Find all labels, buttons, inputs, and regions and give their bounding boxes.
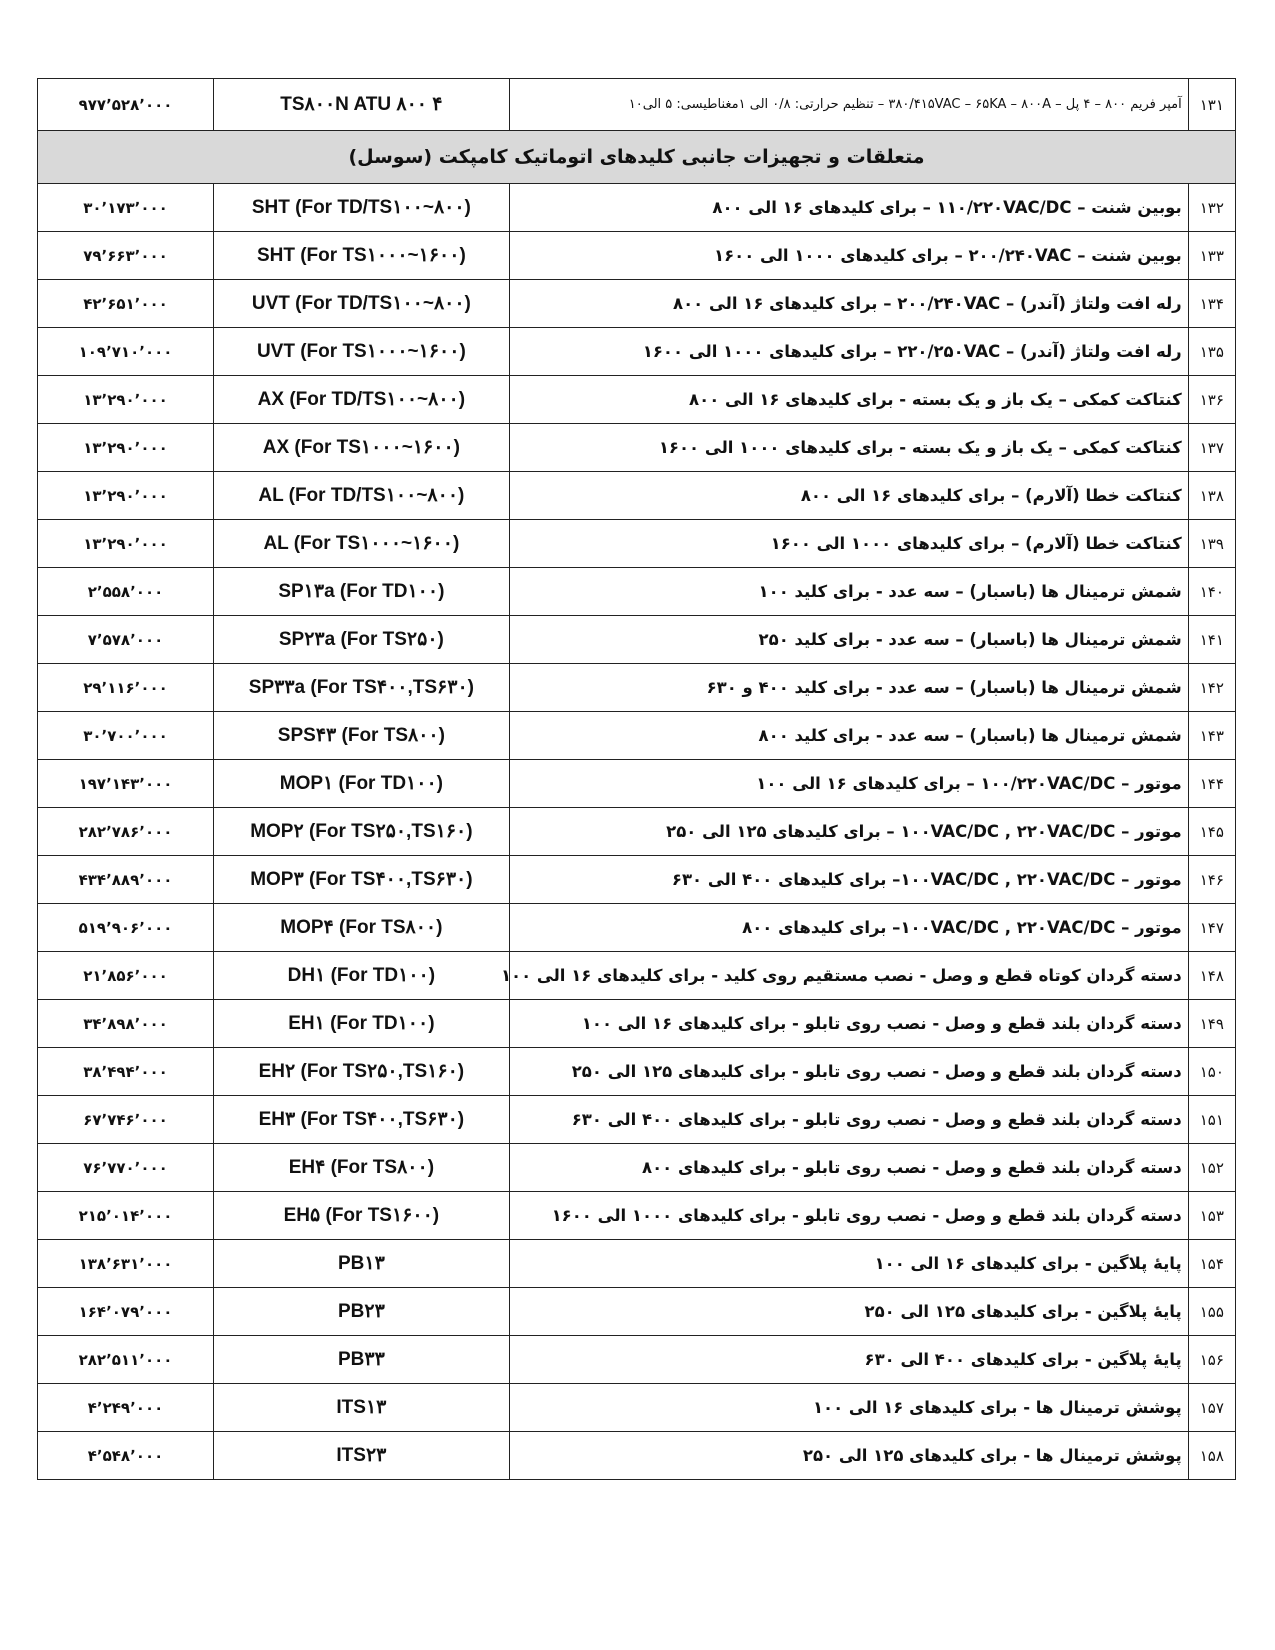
description-cell: دسته گردان کوتاه قطع و وصل - نصب مستقیم روی کلید - برای کلیدهای ۱۶ الی ۱۰۰ — [509, 952, 1188, 1000]
table-row — [38, 1432, 1236, 1480]
row-number-cell: ۱۳۳ — [1188, 232, 1235, 280]
row-number-cell: ۱۴۷ — [1188, 904, 1235, 952]
row-number-cell: ۱۴۲ — [1188, 664, 1235, 712]
price-cell: ۲۱۵٬۰۱۴٬۰۰۰ — [38, 1192, 214, 1240]
table-row — [38, 424, 1236, 472]
table-row — [38, 328, 1236, 376]
description-cell: پوشش ترمینال ها - برای کلیدهای ۱۲۵ الی ۲۵۰ — [509, 1432, 1188, 1480]
model-code-cell: UVT (For TS۱۰۰۰~۱۶۰۰) — [214, 328, 510, 376]
description-cell: کنتاکت خطا (آلارم) – برای کلیدهای ۱۰۰۰ الی ۱۶۰۰ — [509, 520, 1188, 568]
section-title: متعلقات و تجهیزات جانبی کلیدهای اتوماتیک کامپکت (سوسل) — [38, 131, 1236, 184]
table-row — [38, 1000, 1236, 1048]
model-code-cell: AL (For TS۱۰۰۰~۱۶۰۰) — [214, 520, 510, 568]
description-cell: دسته گردان بلند قطع و وصل - نصب روی تابلو - برای کلیدهای ۴۰۰ الی ۶۳۰ — [509, 1096, 1188, 1144]
table-row — [38, 1240, 1236, 1288]
price-cell: ۲٬۵۵۸٬۰۰۰ — [38, 568, 214, 616]
description-cell: موتور – ۱۰۰/۲۲۰VAC/DC – برای کلیدهای ۱۶ الی ۱۰۰ — [509, 760, 1188, 808]
description-cell: پوشش ترمینال ها - برای کلیدهای ۱۶ الی ۱۰۰ — [509, 1384, 1188, 1432]
price-cell: ۱۳٬۲۹۰٬۰۰۰ — [38, 424, 214, 472]
table-row — [38, 472, 1236, 520]
model-code-cell: SHT (For TS۱۰۰۰~۱۶۰۰) — [214, 232, 510, 280]
price-cell: ۲۹٬۱۱۶٬۰۰۰ — [38, 664, 214, 712]
row-number-cell: ۱۴۸ — [1188, 952, 1235, 1000]
description-cell: رله افت ولتاژ (آندر) – ۲۰۰/۲۴۰VAC – برای کلیدهای ۱۶ الی ۸۰۰ — [509, 280, 1188, 328]
row-number-cell: ۱۳۲ — [1188, 184, 1235, 232]
price-cell: ۱۳٬۲۹۰٬۰۰۰ — [38, 376, 214, 424]
description-cell: پایهٔ پلاگین - برای کلیدهای ۱۲۵ الی ۲۵۰ — [509, 1288, 1188, 1336]
price-cell: ۳۴٬۸۹۸٬۰۰۰ — [38, 1000, 214, 1048]
model-code-cell: AX (For TS۱۰۰۰~۱۶۰۰) — [214, 424, 510, 472]
description-cell: پایهٔ پلاگین - برای کلیدهای ۴۰۰ الی ۶۳۰ — [509, 1336, 1188, 1384]
description-cell: شمش ترمینال ها (باسبار) – سه عدد - برای کلید ۸۰۰ — [509, 712, 1188, 760]
row-number-cell: ۱۵۳ — [1188, 1192, 1235, 1240]
price-cell: ۲۸۲٬۷۸۶٬۰۰۰ — [38, 808, 214, 856]
model-code-cell: PB۳۳ — [214, 1336, 510, 1384]
row-number-cell: ۱۴۵ — [1188, 808, 1235, 856]
row-number-cell: ۱۵۲ — [1188, 1144, 1235, 1192]
description-cell: بوبین شنت – ۱۱۰/۲۲۰VAC/DC – برای کلیدهای ۱۶ الی ۸۰۰ — [509, 184, 1188, 232]
price-list-table — [37, 78, 1236, 1480]
table-row — [38, 952, 1236, 1000]
model-code-cell: TS۸۰۰N ATU ۸۰۰ ۴ — [214, 79, 510, 131]
model-code-cell: MOP۲ (For TS۲۵۰,TS۱۶۰) — [214, 808, 510, 856]
description-cell: شمش ترمینال ها (باسبار) – سه عدد - برای کلید ۴۰۰ و ۶۳۰ — [509, 664, 1188, 712]
table-row — [38, 1048, 1236, 1096]
price-cell: ۳۸٬۴۹۴٬۰۰۰ — [38, 1048, 214, 1096]
price-cell: ۱۰۹٬۷۱۰٬۰۰۰ — [38, 328, 214, 376]
row-number-cell: ۱۵۵ — [1188, 1288, 1235, 1336]
price-cell: ۷۶٬۷۷۰٬۰۰۰ — [38, 1144, 214, 1192]
model-code-cell: EH۱ (For TD۱۰۰) — [214, 1000, 510, 1048]
row-number-cell: ۱۴۶ — [1188, 856, 1235, 904]
row-number-cell: ۱۳۵ — [1188, 328, 1235, 376]
table-row — [38, 1192, 1236, 1240]
table-row — [38, 616, 1236, 664]
table-row — [38, 712, 1236, 760]
description-cell: پایهٔ پلاگین - برای کلیدهای ۱۶ الی ۱۰۰ — [509, 1240, 1188, 1288]
price-cell: ۴٬۵۴۸٬۰۰۰ — [38, 1432, 214, 1480]
model-code-cell: UVT (For TD/TS۱۰۰~۸۰۰) — [214, 280, 510, 328]
table-row — [38, 568, 1236, 616]
table-row — [38, 904, 1236, 952]
table-row — [38, 520, 1236, 568]
row-number-cell: ۱۵۱ — [1188, 1096, 1235, 1144]
model-code-cell: MOP۱ (For TD۱۰۰) — [214, 760, 510, 808]
price-cell: ۷۹٬۶۶۳٬۰۰۰ — [38, 232, 214, 280]
row-number-cell: ۱۴۴ — [1188, 760, 1235, 808]
model-code-cell: SPS۴۳ (For TS۸۰۰) — [214, 712, 510, 760]
price-cell: ۱۳۸٬۶۳۱٬۰۰۰ — [38, 1240, 214, 1288]
table-row — [38, 280, 1236, 328]
model-code-cell: SP۳۳a (For TS۴۰۰,TS۶۳۰) — [214, 664, 510, 712]
table-row — [38, 760, 1236, 808]
price-cell: ۲۸۲٬۵۱۱٬۰۰۰ — [38, 1336, 214, 1384]
description-cell: شمش ترمینال ها (باسبار) – سه عدد - برای کلید ۲۵۰ — [509, 616, 1188, 664]
model-code-cell: AL (For TD/TS۱۰۰~۸۰۰) — [214, 472, 510, 520]
table-row — [38, 376, 1236, 424]
description-cell: شمش ترمینال ها (باسبار) – سه عدد - برای کلید ۱۰۰ — [509, 568, 1188, 616]
price-cell: ۶۷٬۷۴۶٬۰۰۰ — [38, 1096, 214, 1144]
model-code-cell: MOP۳ (For TS۴۰۰,TS۶۳۰) — [214, 856, 510, 904]
table-row — [38, 1384, 1236, 1432]
model-code-cell: SP۲۳a (For TS۲۵۰) — [214, 616, 510, 664]
model-code-cell: MOP۴ (For TS۸۰۰) — [214, 904, 510, 952]
price-cell: ۱۶۴٬۰۷۹٬۰۰۰ — [38, 1288, 214, 1336]
model-code-cell: PB۲۳ — [214, 1288, 510, 1336]
price-cell: ۱۳٬۲۹۰٬۰۰۰ — [38, 472, 214, 520]
table-row — [38, 79, 1236, 131]
table-row — [38, 1096, 1236, 1144]
model-code-cell: EH۵ (For TS۱۶۰۰) — [214, 1192, 510, 1240]
table-row — [38, 1144, 1236, 1192]
description-cell: دسته گردان بلند قطع و وصل - نصب روی تابلو - برای کلیدهای ۸۰۰ — [509, 1144, 1188, 1192]
row-number-cell: ۱۳۱ — [1188, 79, 1235, 131]
price-cell: ۱۹۷٬۱۴۳٬۰۰۰ — [38, 760, 214, 808]
table-row — [38, 232, 1236, 280]
description-cell: دسته گردان بلند قطع و وصل - نصب روی تابلو - برای کلیدهای ۱۲۵ الی ۲۵۰ — [509, 1048, 1188, 1096]
description-cell: موتور – ۱۰۰VAC/DC , ۲۲۰VAC/DC – برای کلیدهای ۱۲۵ الی ۲۵۰ — [509, 808, 1188, 856]
row-number-cell: ۱۳۷ — [1188, 424, 1235, 472]
price-cell: ۳۰٬۱۷۳٬۰۰۰ — [38, 184, 214, 232]
row-number-cell: ۱۳۴ — [1188, 280, 1235, 328]
row-number-cell: ۱۵۶ — [1188, 1336, 1235, 1384]
table-row — [38, 856, 1236, 904]
row-number-cell: ۱۴۰ — [1188, 568, 1235, 616]
description-cell: دسته گردان بلند قطع و وصل - نصب روی تابلو - برای کلیدهای ۱۶ الی ۱۰۰ — [509, 1000, 1188, 1048]
row-number-cell: ۱۳۶ — [1188, 376, 1235, 424]
description-cell: دسته گردان بلند قطع و وصل - نصب روی تابلو - برای کلیدهای ۱۰۰۰ الی ۱۶۰۰ — [509, 1192, 1188, 1240]
model-code-cell: ITS۲۳ — [214, 1432, 510, 1480]
model-code-cell: DH۱ (For TD۱۰۰) — [214, 952, 510, 1000]
description-cell: رله افت ولتاژ (آندر) – ۲۲۰/۲۵۰VAC – برای کلیدهای ۱۰۰۰ الی ۱۶۰۰ — [509, 328, 1188, 376]
price-cell: ۱۳٬۲۹۰٬۰۰۰ — [38, 520, 214, 568]
row-number-cell: ۱۵۸ — [1188, 1432, 1235, 1480]
row-number-cell: ۱۳۸ — [1188, 472, 1235, 520]
row-number-cell: ۱۴۳ — [1188, 712, 1235, 760]
description-cell: موتور – ۱۰۰VAC/DC , ۲۲۰VAC/DC– برای کلیدهای ۴۰۰ الی ۶۳۰ — [509, 856, 1188, 904]
table-row — [38, 808, 1236, 856]
section-header-row — [38, 131, 1236, 184]
model-code-cell: EH۳ (For TS۴۰۰,TS۶۳۰) — [214, 1096, 510, 1144]
description-cell: کنتاکت کمکی – یک باز و یک بسته - برای کلیدهای ۱۶ الی ۸۰۰ — [509, 376, 1188, 424]
model-code-cell: SP۱۳a (For TD۱۰۰) — [214, 568, 510, 616]
model-code-cell: PB۱۳ — [214, 1240, 510, 1288]
description-cell: کنتاکت خطا (آلارم) – برای کلیدهای ۱۶ الی ۸۰۰ — [509, 472, 1188, 520]
price-cell: ۴٬۲۴۹٬۰۰۰ — [38, 1384, 214, 1432]
description-cell: کنتاکت کمکی – یک باز و یک بسته - برای کلیدهای ۱۰۰۰ الی ۱۶۰۰ — [509, 424, 1188, 472]
table-row — [38, 1288, 1236, 1336]
row-number-cell: ۱۵۰ — [1188, 1048, 1235, 1096]
price-cell: ۲۱٬۸۵۶٬۰۰۰ — [38, 952, 214, 1000]
table-row — [38, 664, 1236, 712]
description-cell: موتور – ۱۰۰VAC/DC , ۲۲۰VAC/DC– برای کلیدهای ۸۰۰ — [509, 904, 1188, 952]
row-number-cell: ۱۴۹ — [1188, 1000, 1235, 1048]
price-cell: ۳۰٬۷۰۰٬۰۰۰ — [38, 712, 214, 760]
description-cell: آمپر فریم ۸۰۰ – ۴ پل – ۳۸۰/۴۱۵VAC – ۶۵KA – ۸۰۰A – تنظیم حرارتی: ۰/۸ الی ۱مغناطیسی: ۵ الی۱۰ — [509, 79, 1188, 131]
model-code-cell: SHT (For TD/TS۱۰۰~۸۰۰) — [214, 184, 510, 232]
price-cell: ۴۳۴٬۸۸۹٬۰۰۰ — [38, 856, 214, 904]
model-code-cell: AX (For TD/TS۱۰۰~۸۰۰) — [214, 376, 510, 424]
model-code-cell: ITS۱۳ — [214, 1384, 510, 1432]
model-code-cell: EH۴ (For TS۸۰۰) — [214, 1144, 510, 1192]
row-number-cell: ۱۴۱ — [1188, 616, 1235, 664]
price-cell: ۷٬۵۷۸٬۰۰۰ — [38, 616, 214, 664]
description-cell: بوبین شنت – ۲۰۰/۲۴۰VAC – برای کلیدهای ۱۰۰۰ الی ۱۶۰۰ — [509, 232, 1188, 280]
price-cell: ۹۷۷٬۵۲۸٬۰۰۰ — [38, 79, 214, 131]
table-row — [38, 184, 1236, 232]
row-number-cell: ۱۳۹ — [1188, 520, 1235, 568]
price-cell: ۵۱۹٬۹۰۶٬۰۰۰ — [38, 904, 214, 952]
table-row — [38, 1336, 1236, 1384]
row-number-cell: ۱۵۷ — [1188, 1384, 1235, 1432]
model-code-cell: EH۲ (For TS۲۵۰,TS۱۶۰) — [214, 1048, 510, 1096]
row-number-cell: ۱۵۴ — [1188, 1240, 1235, 1288]
price-cell: ۴۲٬۶۵۱٬۰۰۰ — [38, 280, 214, 328]
